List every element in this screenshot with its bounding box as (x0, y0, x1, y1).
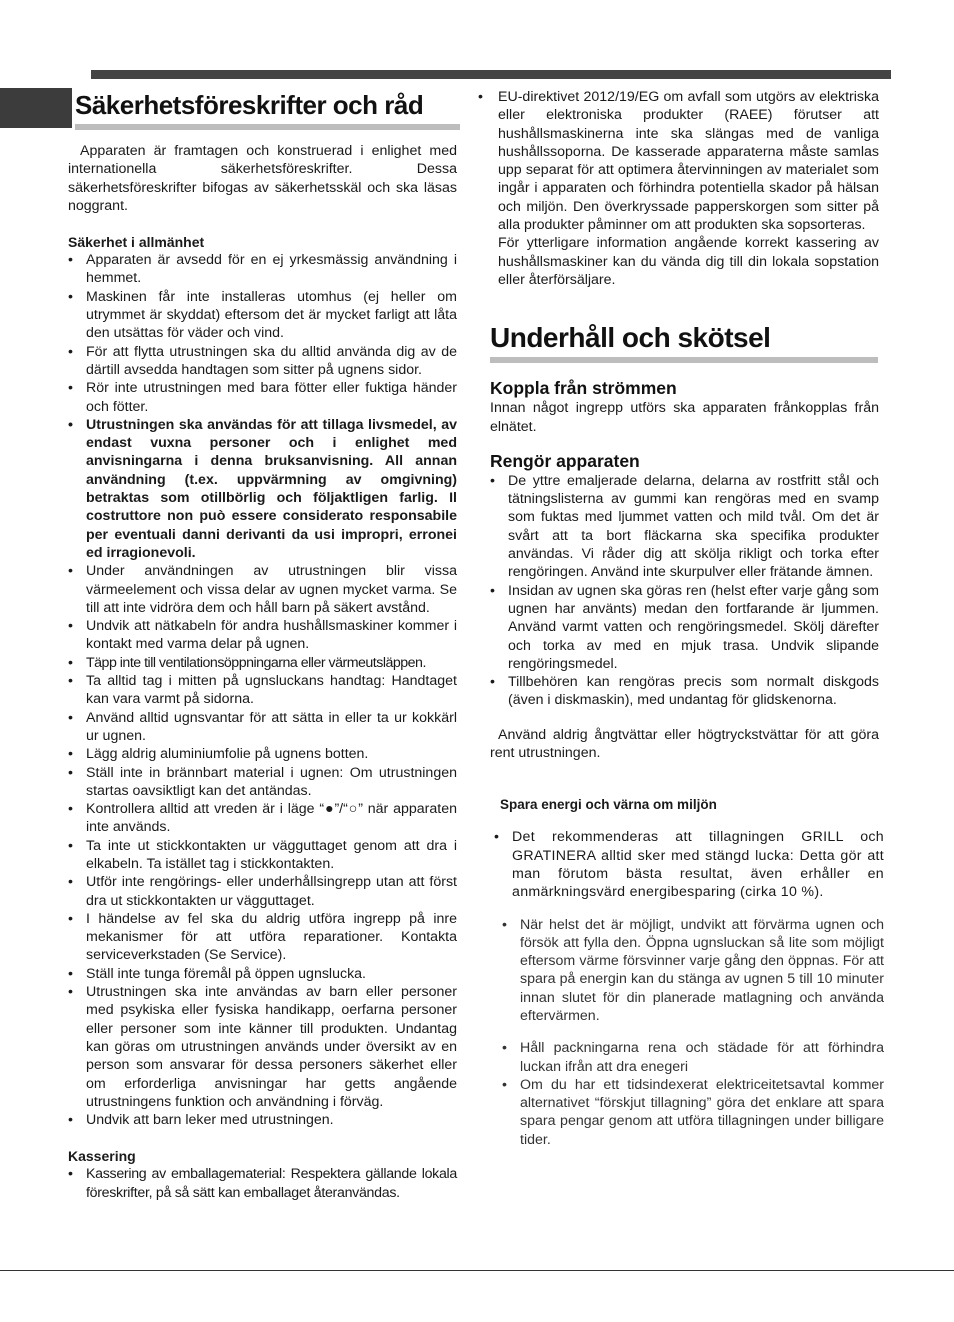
list-item: • Utrustningen ska inte användas av barn eller personer med psykiska eller fysiska handikapp, oerfarna personer eller personer som inte känner till produkten. Undantag kan göras om utrustningen används under översikt av en person som ansvarar för dessa personers säkerhet eller om erforderliga anvisningar har getts angående utrustningens funktion och användning i förväg. (68, 983, 457, 1111)
list-item: • Maskinen får inte installeras utomhus (ej heller om utrymmet är skyddat) eftersom det är mycket farligt att låta den utsättas för väder och vind. (68, 288, 457, 343)
list-item: • Tillbehören kan rengöras precis som normalt diskgods (även i diskmaskin), med undantag för glidskenorna. (490, 673, 879, 710)
list-item: • Ta inte ut stickkontakten ur vägguttaget genom att dra i elkabeln. Ta istället tag i stickkontakten. (68, 837, 457, 874)
weee-more-text: För ytterligare information angående korrekt kassering av hushållsmaskiner kan du vända dig till din lokala sopstation eller återförsäljare. (498, 235, 879, 288)
disconnect-text: Innan något ingrepp utförs ska apparaten frånkopplas från elnätet. (490, 400, 879, 435)
list-item: • Ta alltid tag i mitten på ugnsluckans handtag: Handtaget kan vara varmt på sidorna. (68, 672, 457, 709)
list-item: • Ställ inte tunga föremål på öppen ugnslucka. (68, 965, 457, 983)
energy-title: Spara energi och värna om miljön (500, 797, 717, 813)
weee-text: EU-direktivet 2012/19/EG om avfall som utgörs av elektriska eller elektroniska produkter (RAEE) förutser att hushållsmaskinerna inte ska slängas med de vanliga hushållssoporna. De kasserade apparaterna måste samlas upp separat för att optimera återvinningen av materialet som ingår i apparaten och förhindra potentiella skador på hälsan och miljön. Den överkryssade papperskorgen som sitter på alla produkter påminner om att produkten ska sopsorteras. (498, 89, 879, 234)
left-column (68, 88, 457, 1202)
list-item: • Det rekommenderas att tillagningen GRILL och GRATINERA alltid sker med stängd lucka: Detta gör att man förutom bästa resultat, även erhåller en anmärkningsvärd energibesparing (cirka 10 %). (494, 828, 884, 901)
list-item: • Under användningen av utrustningen blir vissa värmeelement och vissa delar av ugnen mycket varma. Se till att inte vidröra dem och håll barn på säkert avstånd. (68, 562, 457, 617)
list-item: • Undvik att nätkabeln för andra hushållsmaskiner kommer i kontakt med varma delar på ugnen. (68, 617, 457, 654)
disposal-title: Kassering (68, 1148, 136, 1165)
list-item: • Använd alltid ugnsvantar för att sätta in eller ta ur kokkärl ur ugnen. (68, 709, 457, 746)
section-tab-marker (0, 88, 72, 128)
list-item: • I händelse av fel ska du aldrig utföra ingrepp på inre mekanismer för att utföra reparationer. Kontakta serviceverkstaden (Se Service). (68, 910, 457, 965)
clean-title: Rengör apparaten (490, 450, 640, 471)
list-item: • Apparaten är avsedd för en ej yrkesmässig användning i hemmet. (68, 251, 457, 288)
list-item: • Kontrollera alltid att vreden är i läge “●”/“○” när apparaten inte används. (68, 800, 457, 837)
list-item: • De yttre emaljerade delarna, delarna av rostfritt stål och tätningslisterna av gummi kan rengöras med en svamp som fuktas med ljummet vatten och mild tvål. Om det är svårt att ta bort fläckarna ska specifika produkter användas. Vi råder dig att skölja rikligt och torka efter rengöringen. Använd inte skurpulver eller frätande ämnen. (490, 472, 879, 582)
list-item: • Rör inte utrustningen med bara fötter eller fuktiga händer och fötter. (68, 379, 457, 416)
list-item: • För att flytta utrustningen ska du alltid använda dig av de därtill avsedda handtagen som sitter på ugnens sidor. (68, 343, 457, 380)
disposal-list (68, 1165, 457, 1202)
list-item: • Täpp inte till ventilationsöppningarna eller värmeutsläppen. (68, 654, 457, 672)
right-column (490, 88, 884, 1149)
general-safety-list (68, 251, 457, 1129)
list-item: • När helst det är möjligt, undvikt att förvärma ugnen och försök att fylla den. Öppna ugnsluckan så lite som möjligt eftersom värme försvinner varje gång den öppnas. För att spara på energin kan du stänga av ugnen 5 till 10 minuter innan slutet för din planerade matlagning och använda eftervärmen. (502, 916, 884, 1026)
list-item: • Ställ inte in brännbart material i ugnen: Om utrustningen startas oavsiktligt kan det antändas. (68, 764, 457, 801)
weee-list (478, 88, 879, 289)
energy-list (494, 828, 884, 1149)
disconnect-title: Koppla från strömmen (490, 378, 677, 399)
list-item: • Utrustningen ska användas för att tillaga livsmedel, av endast vuxna personer och i enlighet med anvisningarna i denna bruksanvisning. All annan användning (t.ex. uppvärmning av omgivning) betraktas som otillbörlig och följaktligen farlig. Il costruttore non può essere considerato responsabile per eventuali danni derivanti da usi impropri, erronei ed irragionevoli. (68, 416, 457, 562)
list-item: • Håll packningarna rena och städade för att förhindra luckan ifrån att dra enegeri (502, 1039, 884, 1076)
list-item: • Utför inte rengörings- eller underhållsingrepp utan att först dra ut stickkontakten ur vägguttaget. (68, 873, 457, 910)
section-heading-maintenance: Underhåll och skötsel (490, 321, 878, 363)
safety-intro: Apparaten är framtagen och konstruerad i enlighet med internationella säkerhetsföreskrifter. Dessa säkerhetsföreskrifter bifogas av säkerhetsskäl och ska läsas noggrant. (68, 143, 457, 214)
section-heading-safety: Säkerhetsföreskrifter och råd (75, 88, 460, 130)
general-safety-title: Säkerhet i allmänhet (68, 234, 205, 251)
list-item: • Undvik att barn leker med utrustningen. (68, 1111, 457, 1129)
clean-list (490, 472, 879, 710)
list-item: • Lägg aldrig aluminiumfolie på ugnens botten. (68, 745, 457, 763)
list-item: • Om du har ett tidsindexerat elektriceitetsavtal kommer alternativet “förskjut tillagning” göra det enklare att spara spara pengar genom att utföra tillagningen under billigare tider. (502, 1076, 884, 1149)
top-rule (91, 70, 891, 79)
steam-cleaner-note: Använd aldrig ångtvättar eller högtryckstvättar för att göra rent utrustningen. (490, 726, 879, 762)
list-item: • Insidan av ugnen ska göras ren (helst efter varje gång som ugnen har använts) medan den fortfarande är ljummen. Använd varmt vatten och rengöringsmedel. Skölj därefter och torka av med en mjuk trasa. Undvik slipande rengöringsmedel. (490, 582, 879, 673)
list-item (478, 88, 879, 289)
list-item: • Kassering av emballagematerial: Respektera gällande lokala föreskrifter, på så sätt kan emballaget återanvändas. (68, 1165, 457, 1202)
bottom-rule (0, 1270, 954, 1271)
